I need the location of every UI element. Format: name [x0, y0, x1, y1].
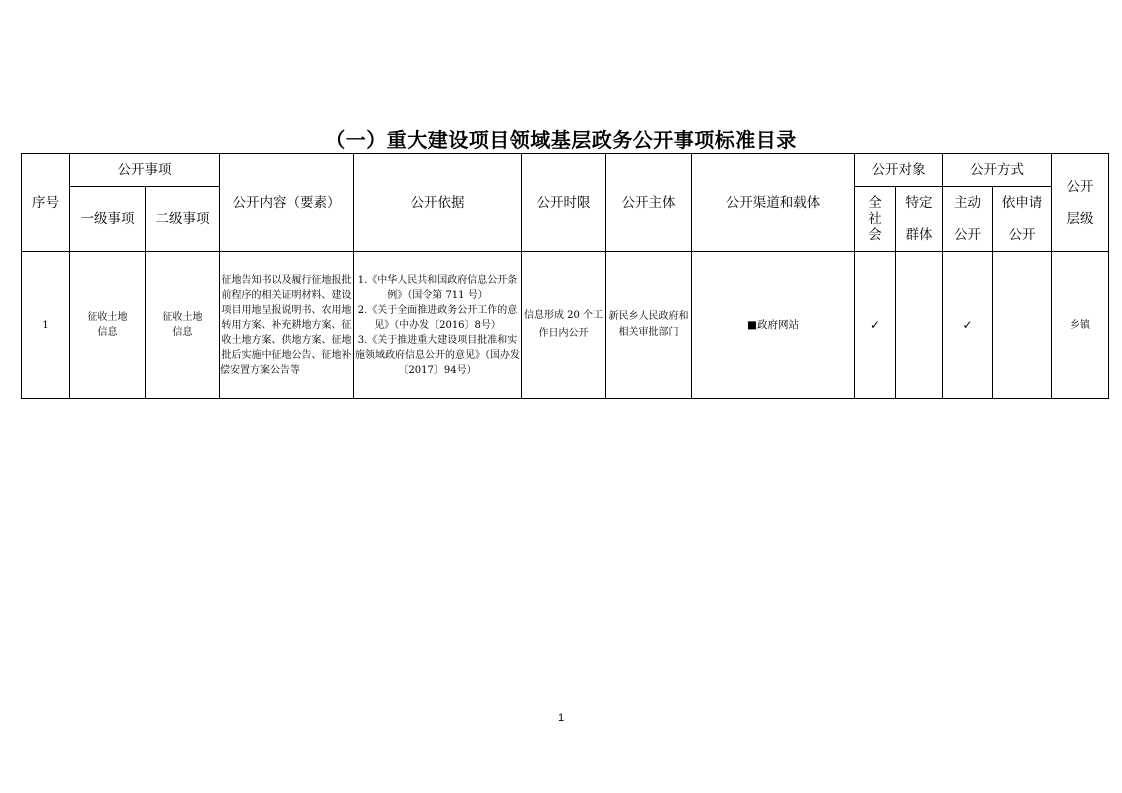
header-target-group: 公开对象 [855, 154, 943, 187]
header-subject: 公开主体 [606, 154, 692, 252]
header-channel: 公开渠道和载体 [692, 154, 855, 252]
header-index: 序号 [22, 154, 70, 252]
header-method-request-line2: 公开 [1008, 227, 1036, 243]
header-item-level1: 一级事项 [70, 187, 146, 252]
header-item-level2: 二级事项 [146, 187, 220, 252]
header-method-request [993, 187, 1052, 252]
table-row [22, 252, 1109, 399]
row-level1: 征收土地信息 [70, 252, 146, 399]
row-subject: 新民乡人民政府和相关审批部门 [606, 252, 692, 399]
header-target-all [855, 187, 896, 252]
row-level: 乡镇 [1052, 252, 1109, 399]
row-basis [354, 252, 522, 399]
header-item-group: 公开事项 [70, 154, 220, 187]
header-target-specific-line1: 特定 [905, 195, 933, 211]
row-content: 征地告知书以及履行征地报批前程序的相关证明材料、建设项目用地呈报说明书、农用地转用方案、补充耕地方案、征收土地方案、供地方案、征地批后实施中征地公告、征地补偿安置方案公告等 [220, 252, 354, 399]
basis-item: 2.《关于全面推进政务公开工作的意见》（中办发〔2016〕8号） [357, 304, 518, 331]
header-target-specific [896, 187, 943, 252]
catalog-table [21, 153, 1109, 399]
header-target-all-line3: 会 [868, 227, 882, 243]
header-method-group: 公开方式 [943, 154, 1052, 187]
basis-item: 3.《关于推进重大建设项目批准和实施领域政府信息公开的意见》（国办发〔2017〕94号） [355, 334, 520, 376]
header-target-specific-line2: 群体 [905, 227, 933, 243]
row-level2: 征收土地信息 [146, 252, 220, 399]
header-target-all-line1: 全 [868, 195, 882, 211]
row-time-limit: 信息形成 20 个工作日内公开 [522, 252, 606, 399]
header-content: 公开内容（要素） [220, 154, 354, 252]
page-title: （一）重大建设项目领域基层政务公开事项标准目录 [325, 128, 797, 152]
basis-item: 1.《中华人民共和国政府信息公开条例》（国令第 711 号） [357, 274, 518, 301]
row-channel: ■政府网站 [692, 252, 855, 399]
header-basis: 公开依据 [354, 154, 522, 252]
row-method-active-check-icon: ✓ [943, 252, 993, 399]
page-number: 1 [557, 712, 565, 724]
header-level [1052, 154, 1109, 252]
row-target-all-check-icon: ✓ [855, 252, 896, 399]
header-level-line1: 公开 [1066, 178, 1094, 195]
header-time-limit: 公开时限 [522, 154, 606, 252]
row-method-request [993, 252, 1052, 399]
row-target-specific [896, 252, 943, 399]
row-index: 1 [22, 252, 70, 399]
header-method-request-line1: 依申请 [1001, 195, 1043, 211]
header-level-line2: 层级 [1066, 210, 1094, 227]
header-method-active-line1: 主动 [954, 195, 981, 211]
header-method-active [943, 187, 993, 252]
header-target-all-line2: 社 [868, 211, 882, 227]
header-method-active-line2: 公开 [954, 227, 981, 243]
